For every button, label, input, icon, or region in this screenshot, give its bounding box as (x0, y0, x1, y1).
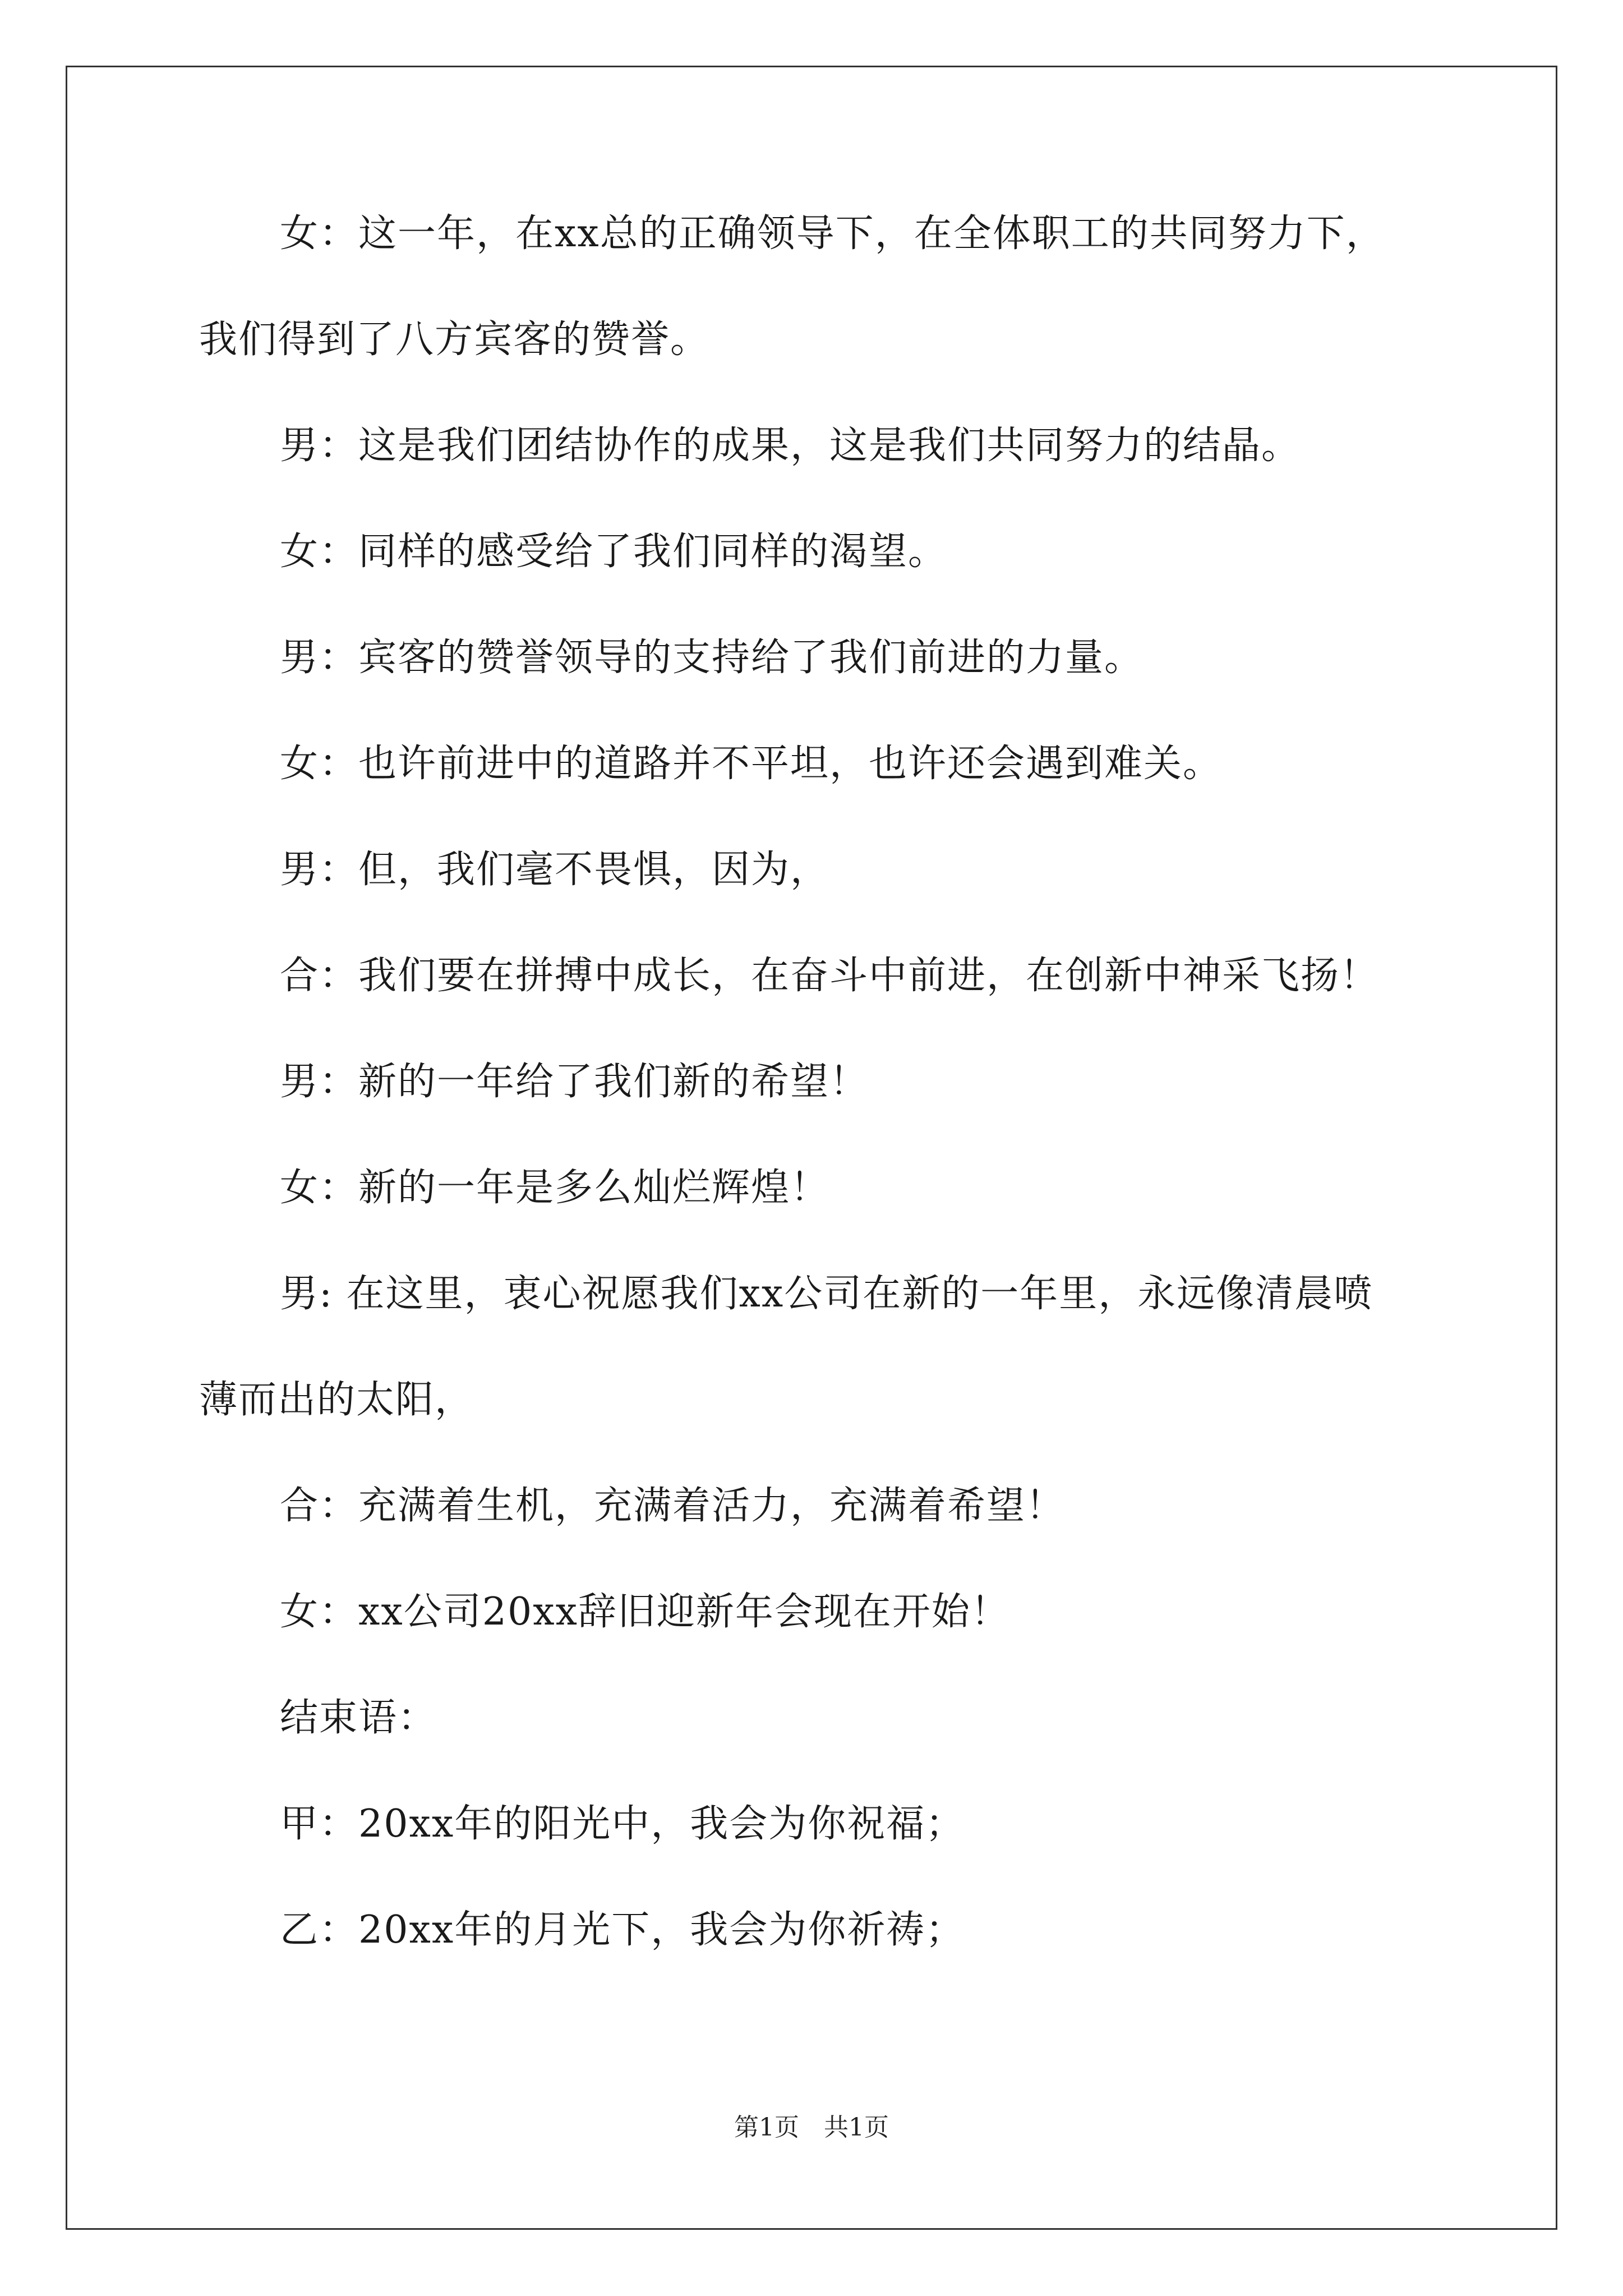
paragraph-8: 男：新的一年给了我们新的希望！ (280, 1060, 869, 1104)
paragraph-9: 女：新的一年是多么灿烂辉煌！ (280, 1166, 830, 1210)
paragraph-1: 女：这一年，在xx总的正确领导下，在全体职工的共同努力下， 我们得到了八方宾客的赞誉。 (199, 211, 1385, 362)
page-footer: 第1页 共1页 (734, 2113, 889, 2142)
paragraph-7: 合：我们要在拼搏中成长，在奋斗中前进，在创新中神采飞扬！ (280, 954, 1380, 998)
paragraph-4: 男：宾客的赞誉领导的支持给了我们前进的力量。 (280, 636, 1144, 680)
paragraph-2: 男：这是我们团结协作的成果，这是我们共同努力的结晶。 (280, 424, 1301, 468)
paragraph-12: 女：xx公司20xx辞旧迎新年会现在开始！ (280, 1590, 1010, 1634)
document-body (199, 208, 1461, 2010)
paragraph-14: 甲：20xx年的阳光中，我会为你祝福； (280, 1802, 965, 1846)
paragraph-6: 男：但，我们毫不畏惧，因为， (280, 848, 830, 892)
paragraph-5: 女：也许前进中的道路并不平坦，也许还会遇到难关。 (280, 742, 1223, 786)
paragraph-3: 女：同样的感受给了我们同样的渴望。 (280, 530, 948, 574)
paragraph-11: 合：充满着生机，充满着活力，充满着希望！ (280, 1484, 1066, 1528)
paragraph-10: 男: 在这里，衷心祝愿我们xx公司在新的一年里，永远像清晨喷 薄而出的太阳， (199, 1272, 1373, 1422)
paragraph-15: 乙：20xx年的月光下，我会为你祈祷； (280, 1908, 965, 1952)
paragraph-13: 结束语： (280, 1696, 437, 1740)
